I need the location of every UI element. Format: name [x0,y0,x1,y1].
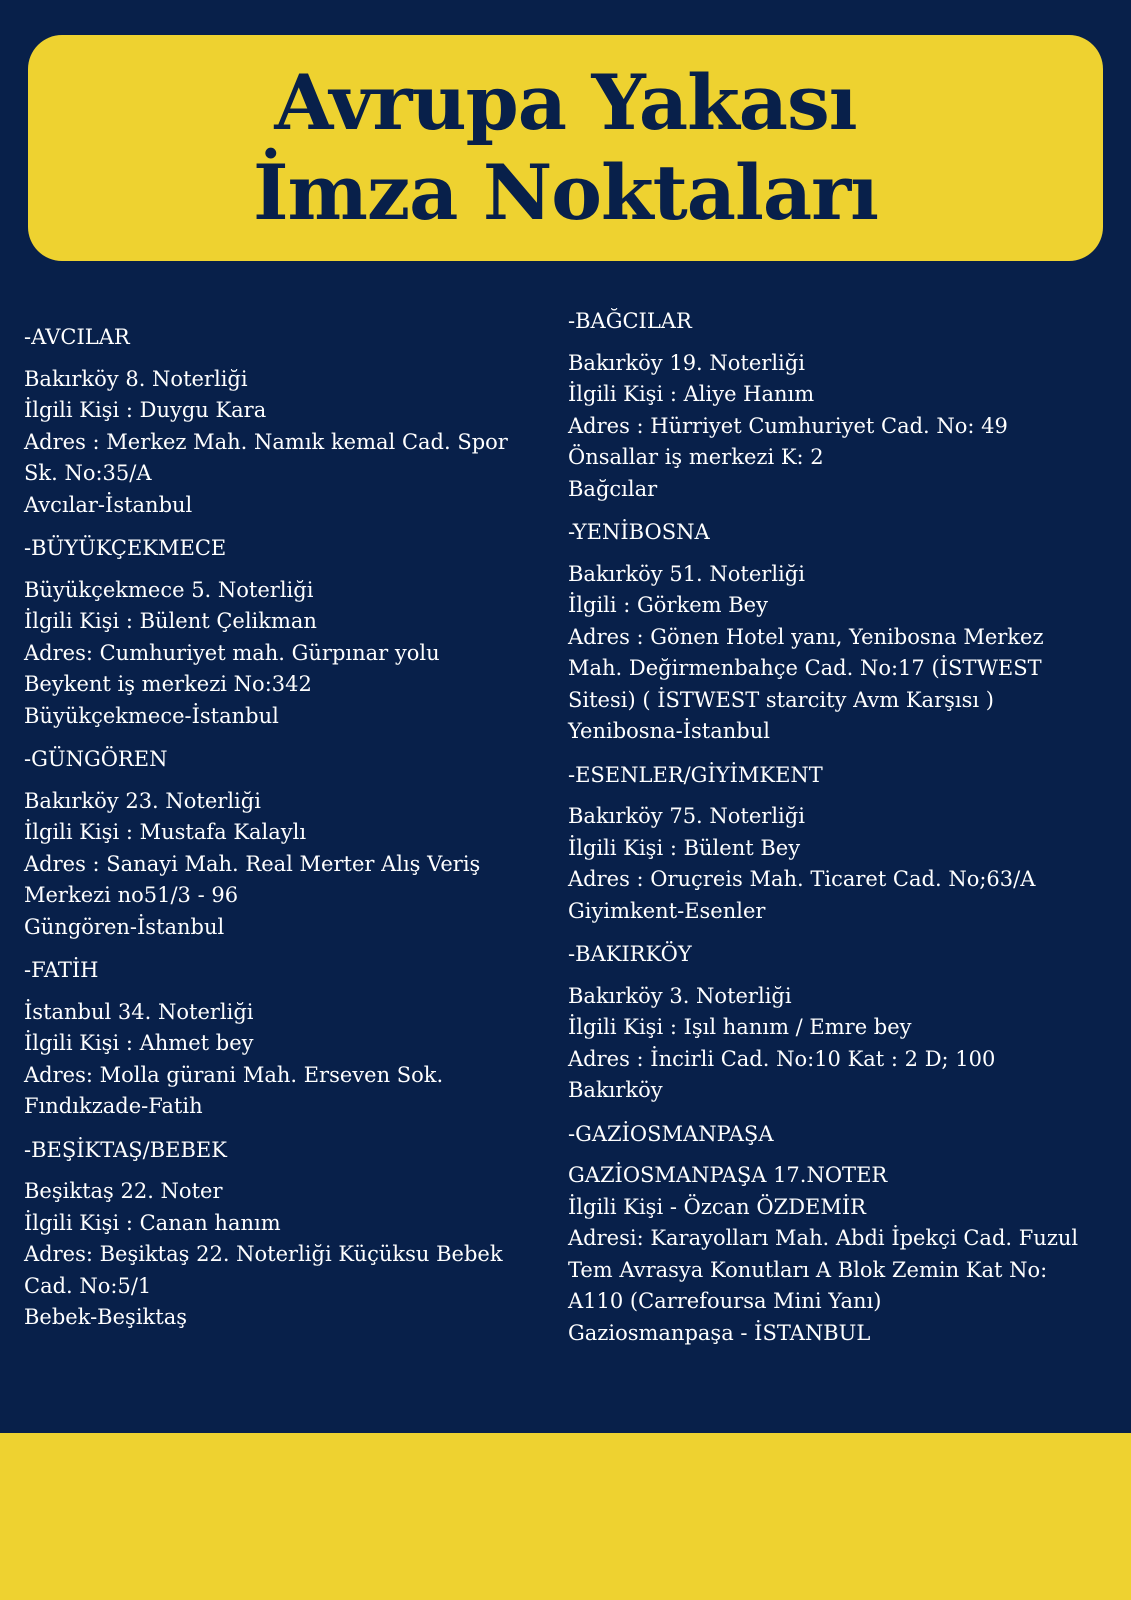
district-heading: -BAKIRKÖY [568,942,692,966]
entry-line: İlgili Kişi : Canan hanım [24,1210,281,1235]
entry-line: Adres: Molla gürani Mah. Erseven Sok. [24,1062,444,1087]
entry-line: Bebek-Beşiktaş [24,1305,187,1329]
entry-line: Adres : Oruçreis Mah. Ticaret Cad. No;63/A [568,867,1036,891]
entry-line: Bakırköy 19. Noterliği [568,350,805,375]
entry-line: Beykent iş merkezi No:342 [24,672,312,696]
entry-line: Adresi: Karayolları Mah. Abdi İpekçi Cad. Fuzul [568,1226,1079,1250]
entry-line: İlgili Kişi : Aliye Hanım [568,382,815,406]
entry-line: Büyükçekmece 5. Noterliği [24,577,314,602]
location-entry [568,760,1113,928]
page-title-line-2: İmza Noktaları [252,148,879,237]
entry-line: Bakırköy 51. Noterliği [568,561,805,586]
entry-line: İlgili Kişi - Özcan ÖZDEMİR [568,1194,866,1219]
location-entry [568,306,1113,505]
entry-line: Güngören-İstanbul [24,914,225,939]
entry-line: İlgili Kişi : Bülent Bey [568,835,801,860]
district-heading: -BEŞİKTAŞ/BEBEK [24,1137,227,1162]
district-heading: -BÜYÜKÇEKMECE [24,536,227,560]
entry-line: Beşiktaş 22. Noter [24,1179,223,1203]
entry-line: A110 (Carrefoursa Mini Yanı) [568,1289,882,1313]
entry-line: İlgili Kişi : Ahmet bey [24,1031,254,1055]
location-entry [568,939,1113,1107]
entry-line: Adres: Cumhuriyet mah. Gürpınar yolu [24,640,440,665]
entry-line: Adres : Hürriyet Cumhuriyet Cad. No: 49 [568,413,1008,438]
entry-line: Büyükçekmece-İstanbul [24,703,279,728]
entry-line: Merkezi no51/3 - 96 [24,883,239,907]
entry-line: Adres : Merkez Mah. Namık kemal Cad. Spor [24,429,508,454]
entry-line: Adres : Sanayi Mah. Real Merter Alış Veriş [24,851,481,876]
location-entry [24,1135,544,1334]
entry-line: Sk. No:35/A [24,461,152,485]
entry-line: Adres : Gönen Hotel yanı, Yenibosna Merkez [568,624,1044,649]
left-column [24,322,544,1346]
district-heading: -YENİBOSNA [568,520,710,544]
location-entry [568,517,1113,748]
location-entry [24,322,544,521]
entry-line: Tem Avrasya Konutları A Blok Zemin Kat No: [568,1257,1048,1282]
entry-line: Giyimkent-Esenler [568,898,766,923]
entry-line: Önsallar iş merkezi K: 2 [568,445,824,469]
entry-line: İlgili Kişi : Mustafa Kalaylı [24,820,307,844]
location-entry [24,955,544,1123]
entry-line: Adres : İncirli Cad. No:10 Kat : 2 D; 100 [568,1046,996,1071]
entry-line: Bakırköy 3. Noterliği [568,983,792,1008]
location-entry [24,744,544,943]
page-title-line-1: Avrupa Yakası [274,58,857,147]
entry-line: Bakırköy 8. Noterliği [24,366,248,391]
location-entry [568,1119,1113,1350]
entry-line: Bakırköy 75. Noterliği [568,804,805,828]
district-heading: -GÜNGÖREN [24,747,168,771]
entry-line: İlgili : Görkem Bey [568,593,768,617]
entry-line: Fındıkzade-Fatih [24,1094,203,1118]
entry-line: Sitesi) ( İSTWEST starcity Avm Karşısı ) [568,687,994,712]
entry-line: İlgili Kişi : Bülent Çelikman [24,609,317,633]
entry-line: Adres: Beşiktaş 22. Noterliği Küçüksu Bebek [24,1242,503,1266]
entry-line: Bakırköy [568,1078,663,1102]
entry-line: Avcılar-İstanbul [24,492,193,517]
entry-line: Mah. Değirmenbahçe Cad. No:17 (İSTWEST [568,656,1042,680]
entry-line: Yenibosna-İstanbul [568,719,770,743]
entry-line: GAZİOSMANPAŞA 17.NOTER [568,1163,888,1187]
entry-line: Bağcılar [568,476,658,501]
location-entry [24,533,544,732]
entry-line: Cad. No:5/1 [24,1273,152,1298]
entry-line: İlgili Kişi : Duygu Kara [24,398,267,422]
entry-line: Gaziosmanpaşa - İSTANBUL [568,1320,871,1345]
right-column [568,306,1113,1361]
district-heading: -ESENLER/GİYİMKENT [568,762,823,787]
district-heading: -AVCILAR [24,325,130,349]
district-heading: -GAZİOSMANPAŞA [568,1121,774,1146]
entry-line: İstanbul 34. Noterliği [24,999,254,1024]
entry-line: İlgili Kişi : Işıl hanım / Emre bey [568,1015,912,1039]
entry-line: Bakırköy 23. Noterliği [24,788,261,813]
district-heading: -FATİH [24,958,99,982]
title-banner [28,35,1103,261]
district-heading: -BAĞCILAR [568,309,692,333]
